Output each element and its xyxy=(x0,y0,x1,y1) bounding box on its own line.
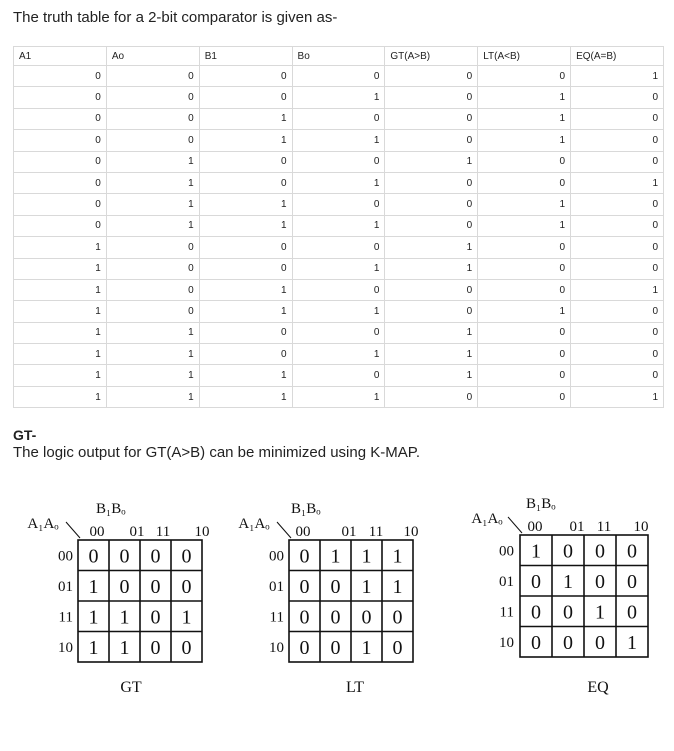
table-cell: 0 xyxy=(571,365,664,386)
table-cell: 1 xyxy=(292,172,385,193)
kmap-row-variable: A₁Aₒ xyxy=(27,516,59,532)
table-cell: 1 xyxy=(106,215,199,236)
table-cell: 0 xyxy=(14,108,107,129)
table-cell: 1 xyxy=(14,365,107,386)
kmap-cell-value: 0 xyxy=(150,636,161,659)
table-row xyxy=(14,301,664,322)
table-cell: 0 xyxy=(14,172,107,193)
table-cell: 1 xyxy=(199,386,292,407)
kmap-col-header: 10 xyxy=(403,524,419,540)
table-cell: 0 xyxy=(385,215,478,236)
kmap-gt xyxy=(27,501,209,696)
table-cell: 0 xyxy=(199,344,292,365)
table-cell: 1 xyxy=(14,301,107,322)
kmap-cell-value: 0 xyxy=(299,545,310,568)
truth-table xyxy=(13,46,664,408)
table-cell: 0 xyxy=(199,258,292,279)
table-cell: 1 xyxy=(478,194,571,215)
kmap-cell-value: 1 xyxy=(88,575,99,598)
kmap-col-variable: B₁Bₒ xyxy=(526,496,556,512)
kmap-cell-value: 1 xyxy=(119,606,130,629)
table-cell: 0 xyxy=(385,194,478,215)
kmap-diagonal xyxy=(66,522,80,538)
table-cell: 0 xyxy=(14,87,107,108)
table-cell: 1 xyxy=(106,344,199,365)
table-cell: 0 xyxy=(571,322,664,343)
table-cell: 0 xyxy=(478,279,571,300)
table-cell: 1 xyxy=(571,66,664,87)
table-cell: 1 xyxy=(106,194,199,215)
table-cell: 0 xyxy=(478,66,571,87)
kmap-cell-value: 0 xyxy=(330,636,341,659)
table-cell: 0 xyxy=(199,66,292,87)
table-cell: 0 xyxy=(106,301,199,322)
gt-description: The logic output for GT(A>B) can be minimized using K-MAP. xyxy=(13,444,420,461)
table-cell: 1 xyxy=(292,130,385,151)
table-cell: 0 xyxy=(292,194,385,215)
table-cell: 0 xyxy=(478,344,571,365)
kmap-row-variable: A₁Aₒ xyxy=(238,516,270,532)
header-b1: B1 xyxy=(199,47,292,66)
table-cell: 0 xyxy=(385,130,478,151)
kmap-cell-value: 0 xyxy=(531,570,541,593)
table-cell: 1 xyxy=(385,258,478,279)
kmap-cell-value: 0 xyxy=(392,636,403,659)
table-cell: 0 xyxy=(478,365,571,386)
truth-table-header-row xyxy=(14,47,664,66)
table-cell: 0 xyxy=(292,108,385,129)
table-row xyxy=(14,194,664,215)
table-cell: 0 xyxy=(106,279,199,300)
kmap-col-header: 11 xyxy=(596,519,612,535)
table-cell: 0 xyxy=(292,322,385,343)
kmap-cell-value: 1 xyxy=(392,545,403,568)
kmap-cell-value: 0 xyxy=(392,606,403,629)
header-gt: GT(A>B) xyxy=(385,47,478,66)
table-cell: 1 xyxy=(385,151,478,172)
table-cell: 0 xyxy=(292,66,385,87)
table-cell: 0 xyxy=(199,151,292,172)
kmap-cell-value: 0 xyxy=(627,540,637,563)
table-row xyxy=(14,151,664,172)
kmap-col-header: 11 xyxy=(368,524,384,540)
header-bo: Bo xyxy=(292,47,385,66)
table-cell: 1 xyxy=(199,215,292,236)
kmap-cell-value: 0 xyxy=(181,636,192,659)
table-cell: 0 xyxy=(106,130,199,151)
kmap-cell-value: 0 xyxy=(563,601,573,624)
table-cell: 0 xyxy=(385,66,478,87)
table-row xyxy=(14,386,664,407)
kmap-row-header: 01 xyxy=(499,573,514,590)
table-cell: 1 xyxy=(106,365,199,386)
table-cell: 1 xyxy=(14,279,107,300)
kmap-cell-value: 0 xyxy=(330,575,341,598)
table-cell: 0 xyxy=(106,108,199,129)
kmap-eq xyxy=(471,496,648,696)
table-cell: 0 xyxy=(106,66,199,87)
table-cell: 0 xyxy=(14,215,107,236)
table-cell: 1 xyxy=(385,344,478,365)
table-cell: 1 xyxy=(14,258,107,279)
kmap-cell-value: 1 xyxy=(88,636,99,659)
header-a1: A1 xyxy=(14,47,107,66)
table-row xyxy=(14,172,664,193)
table-cell: 0 xyxy=(199,237,292,258)
table-cell: 0 xyxy=(106,258,199,279)
table-cell: 1 xyxy=(199,130,292,151)
table-cell: 1 xyxy=(199,108,292,129)
kmap-row-variable: A₁Aₒ xyxy=(471,511,503,527)
table-cell: 1 xyxy=(292,258,385,279)
table-cell: 1 xyxy=(14,237,107,258)
kmap-col-variable: B₁Bₒ xyxy=(96,501,126,517)
table-cell: 1 xyxy=(14,322,107,343)
table-cell: 0 xyxy=(478,258,571,279)
kmap-row-header: 10 xyxy=(58,639,73,656)
kmap-col-header: 01 xyxy=(569,519,585,535)
kmap-cell-value: 0 xyxy=(119,545,130,568)
kmap-diagonal xyxy=(508,517,522,533)
table-cell: 1 xyxy=(385,322,478,343)
table-cell: 1 xyxy=(14,344,107,365)
kmap-col-header: 01 xyxy=(129,524,145,540)
table-cell: 0 xyxy=(14,130,107,151)
table-cell: 0 xyxy=(571,215,664,236)
table-cell: 1 xyxy=(385,237,478,258)
table-cell: 1 xyxy=(199,279,292,300)
table-cell: 0 xyxy=(571,194,664,215)
kmap-cell-value: 0 xyxy=(88,545,99,568)
kmap-figures xyxy=(0,480,674,720)
table-row xyxy=(14,87,664,108)
kmap-col-header: 00 xyxy=(527,519,543,535)
table-cell: 1 xyxy=(199,365,292,386)
table-cell: 1 xyxy=(292,215,385,236)
kmap-cell-value: 0 xyxy=(299,636,310,659)
kmap-cell-value: 0 xyxy=(595,570,605,593)
kmap-col-header: 10 xyxy=(194,524,210,540)
kmap-col-header: 10 xyxy=(633,519,649,535)
table-cell: 0 xyxy=(292,151,385,172)
table-cell: 0 xyxy=(571,130,664,151)
table-cell: 1 xyxy=(571,386,664,407)
kmap-cell-value: 1 xyxy=(181,606,192,629)
table-row xyxy=(14,344,664,365)
table-cell: 1 xyxy=(199,301,292,322)
intro-text: The truth table for a 2-bit comparator is given as- xyxy=(13,9,338,26)
kmap-row-header: 11 xyxy=(269,609,284,626)
kmap-row-header: 01 xyxy=(269,578,284,595)
kmap-cell-value: 1 xyxy=(361,545,372,568)
kmap-row-header: 01 xyxy=(58,578,73,595)
kmap-col-header: 11 xyxy=(155,524,171,540)
table-cell: 1 xyxy=(571,172,664,193)
kmap-lt xyxy=(238,501,418,696)
kmap-cell-value: 1 xyxy=(330,545,341,568)
table-cell: 0 xyxy=(292,237,385,258)
kmap-row-header: 11 xyxy=(499,604,514,621)
kmap-cell-value: 1 xyxy=(531,540,541,563)
table-row xyxy=(14,322,664,343)
table-cell: 1 xyxy=(385,365,478,386)
table-cell: 0 xyxy=(292,279,385,300)
kmap-row-header: 10 xyxy=(499,634,514,651)
table-cell: 0 xyxy=(385,301,478,322)
kmap-cell-value: 1 xyxy=(119,636,130,659)
table-cell: 0 xyxy=(199,172,292,193)
table-row xyxy=(14,258,664,279)
table-row xyxy=(14,237,664,258)
kmap-cell-value: 0 xyxy=(595,540,605,563)
kmap-cell-value: 0 xyxy=(150,606,161,629)
kmap-cell-value: 1 xyxy=(392,575,403,598)
kmap-cell-value: 0 xyxy=(181,545,192,568)
kmap-cell-value: 0 xyxy=(361,606,372,629)
kmap-cell-value: 0 xyxy=(531,601,541,624)
kmap-cell-value: 0 xyxy=(330,606,341,629)
kmap-col-variable: B₁Bₒ xyxy=(291,501,321,517)
kmap-title: LT xyxy=(345,679,365,696)
kmap-col-header: 00 xyxy=(89,524,105,540)
table-row xyxy=(14,130,664,151)
table-cell: 1 xyxy=(292,344,385,365)
kmap-cell-value: 0 xyxy=(627,601,637,624)
table-cell: 0 xyxy=(106,87,199,108)
table-row xyxy=(14,365,664,386)
table-cell: 0 xyxy=(14,194,107,215)
table-cell: 0 xyxy=(385,108,478,129)
kmap-cell-value: 0 xyxy=(181,575,192,598)
table-row xyxy=(14,279,664,300)
table-cell: 1 xyxy=(106,322,199,343)
table-cell: 0 xyxy=(292,365,385,386)
table-cell: 0 xyxy=(385,279,478,300)
kmap-cell-value: 0 xyxy=(595,631,605,654)
table-cell: 1 xyxy=(478,108,571,129)
table-cell: 0 xyxy=(571,344,664,365)
table-row xyxy=(14,66,664,87)
table-cell: 0 xyxy=(14,66,107,87)
table-cell: 1 xyxy=(478,215,571,236)
kmap-row-header: 10 xyxy=(269,639,284,656)
table-cell: 0 xyxy=(478,172,571,193)
table-cell: 1 xyxy=(14,386,107,407)
table-cell: 1 xyxy=(106,172,199,193)
table-cell: 1 xyxy=(106,151,199,172)
kmap-cell-value: 0 xyxy=(119,575,130,598)
kmap-cell-value: 0 xyxy=(150,575,161,598)
table-row xyxy=(14,108,664,129)
kmap-col-header: 01 xyxy=(341,524,357,540)
table-cell: 0 xyxy=(571,258,664,279)
kmap-cell-value: 0 xyxy=(627,570,637,593)
table-cell: 0 xyxy=(106,237,199,258)
table-cell: 0 xyxy=(199,322,292,343)
table-cell: 0 xyxy=(571,237,664,258)
kmap-diagonal xyxy=(277,522,291,538)
table-cell: 1 xyxy=(199,194,292,215)
kmap-cell-value: 1 xyxy=(627,631,637,654)
table-cell: 0 xyxy=(14,151,107,172)
kmap-cell-value: 1 xyxy=(595,601,605,624)
kmap-cell-value: 1 xyxy=(361,575,372,598)
table-cell: 1 xyxy=(292,87,385,108)
kmap-row-header: 11 xyxy=(58,609,73,626)
table-cell: 1 xyxy=(478,301,571,322)
table-cell: 1 xyxy=(571,279,664,300)
kmap-title: EQ xyxy=(587,679,609,696)
kmap-title: GT xyxy=(120,679,142,696)
table-cell: 0 xyxy=(571,87,664,108)
kmap-cell-value: 0 xyxy=(563,540,573,563)
kmap-row-header: 00 xyxy=(269,548,284,565)
table-row xyxy=(14,215,664,236)
kmap-row-header: 00 xyxy=(58,548,73,565)
truth-table-body xyxy=(14,66,664,408)
kmap-cell-value: 0 xyxy=(299,606,310,629)
table-cell: 0 xyxy=(571,108,664,129)
table-cell: 1 xyxy=(292,301,385,322)
table-cell: 0 xyxy=(385,172,478,193)
table-cell: 0 xyxy=(571,301,664,322)
kmap-col-header: 00 xyxy=(295,524,311,540)
kmap-cell-value: 1 xyxy=(563,570,573,593)
table-cell: 0 xyxy=(385,87,478,108)
table-cell: 0 xyxy=(478,322,571,343)
table-cell: 1 xyxy=(478,87,571,108)
table-cell: 0 xyxy=(478,237,571,258)
header-lt: LT(A<B) xyxy=(478,47,571,66)
table-cell: 1 xyxy=(478,130,571,151)
kmap-cell-value: 0 xyxy=(531,631,541,654)
kmap-cell-value: 1 xyxy=(88,606,99,629)
table-cell: 0 xyxy=(478,151,571,172)
table-cell: 1 xyxy=(292,386,385,407)
table-cell: 0 xyxy=(385,386,478,407)
kmap-cell-value: 0 xyxy=(150,545,161,568)
header-eq: EQ(A=B) xyxy=(571,47,664,66)
kmap-cell-value: 0 xyxy=(299,575,310,598)
kmap-cell-value: 0 xyxy=(563,631,573,654)
table-cell: 0 xyxy=(199,87,292,108)
table-cell: 0 xyxy=(571,151,664,172)
table-cell: 0 xyxy=(478,386,571,407)
gt-heading: GT- xyxy=(13,427,37,443)
header-ao: Ao xyxy=(106,47,199,66)
table-cell: 1 xyxy=(106,386,199,407)
kmap-row-header: 00 xyxy=(499,543,514,560)
kmap-cell-value: 1 xyxy=(361,636,372,659)
